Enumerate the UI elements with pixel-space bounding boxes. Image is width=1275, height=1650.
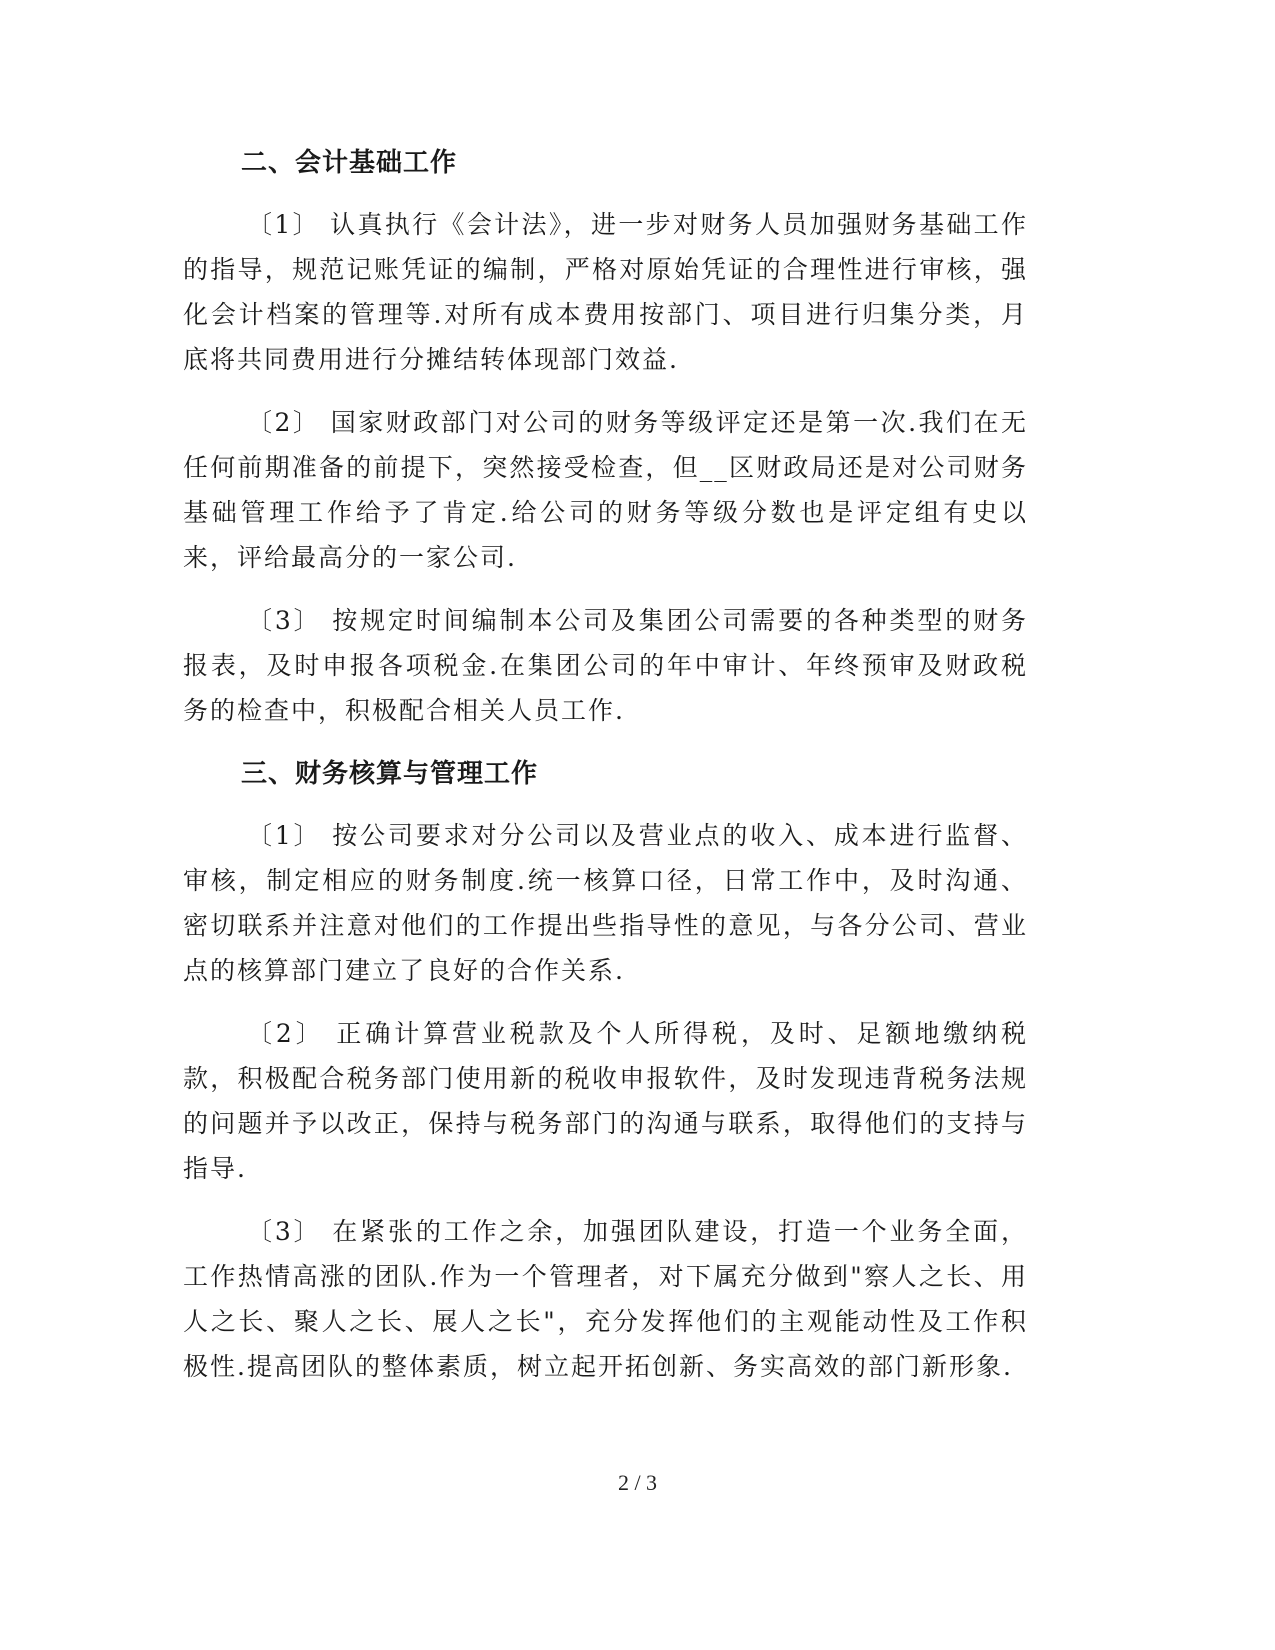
section-heading: 二、会计基础工作 <box>241 148 458 178</box>
paragraph: 〔1〕 认真执行《会计法》，进一步对财务人员加强财务基础工作的指导，规范记账凭证的编制，严格对原始凭证的合理性进行审核，强化会计档案的管理等.对所有成本费用按部门、项目进行归集分类，月底将共同费用进行分摊结转体现部门效益. <box>183 210 1028 374</box>
paragraph: 〔3〕 按规定时间编制本公司及集团公司需要的各种类型的财务报表，及时申报各项税金.在集团公司的年中审计、年终预审及财政税务的检查中，积极配合相关人员工作. <box>183 606 1028 725</box>
paragraph: 〔2〕 国家财政部门对公司的财务等级评定还是第一次.我们在无任何前期准备的前提下，突然接受检查，但__区财政局还是对公司财务基础管理工作给予了肯定.给公司的财务等级分数也是评定组有史以来，评给最高分的一家公司. <box>183 408 1028 572</box>
section-heading: 三、财务核算与管理工作 <box>241 759 539 789</box>
document-body <box>183 140 1028 1407</box>
section-financial-accounting <box>183 751 1028 1389</box>
section-accounting-basics <box>183 140 1028 733</box>
page-number: 2 / 3 <box>617 1470 658 1495</box>
paragraph: 〔2〕 正确计算营业税款及个人所得税，及时、足额地缴纳税款，积极配合税务部门使用新的税收申报软件，及时发现违背税务法规的问题并予以改正，保持与税务部门的沟通与联系，取得他们的支持与指导. <box>183 1019 1028 1183</box>
paragraph: 〔3〕 在紧张的工作之余，加强团队建设，打造一个业务全面，工作热情高涨的团队.作为一个管理者，对下属充分做到"察人之长、用人之长、聚人之长、展人之长"，充分发挥他们的主观能动性及工作积极性.提高团队的整体素质，树立起开拓创新、务实高效的部门新形象. <box>183 1217 1028 1381</box>
paragraph: 〔1〕 按公司要求对分公司以及营业点的收入、成本进行监督、审核，制定相应的财务制度.统一核算口径，日常工作中，及时沟通、密切联系并注意对他们的工作提出些指导性的意见，与各分公司、营业点的核算部门建立了良好的合作关系. <box>183 821 1028 985</box>
